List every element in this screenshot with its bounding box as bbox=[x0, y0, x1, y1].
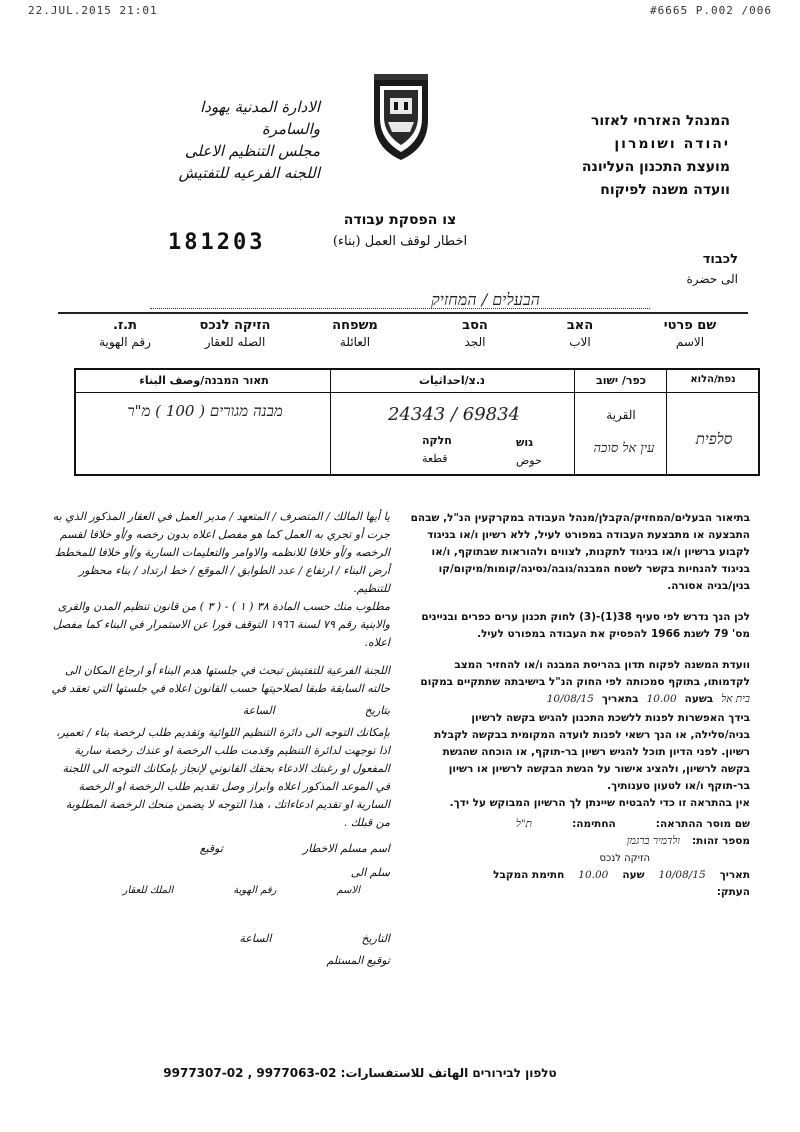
header-ar-line: اللجنه الفرعيه للتفتيش bbox=[178, 164, 320, 182]
col-id bbox=[70, 318, 180, 362]
he-sig-id-label: מספר זהות: bbox=[691, 835, 750, 847]
ar-para-2: مطلوب منك حسب المادة ٣٨ ( ١ ) - ( ٣ ) من قانون تنظيم المدن والقرى والابنية رقم ٧٩ لسنة ١٩٦٦ التوقف فورا عن الاستمرار في البناء كما مفصل اعلاه. bbox=[52, 600, 390, 649]
ar-sig-line-1 bbox=[50, 840, 390, 858]
loc-village-handwritten: עין אל סוכה bbox=[593, 441, 655, 456]
ar-sig-name-label: الاسم bbox=[336, 885, 360, 896]
he-sig-signer-hand: ת"ל bbox=[515, 818, 533, 830]
col-relation bbox=[180, 318, 290, 362]
col-first-name bbox=[630, 318, 750, 362]
loc-helka-label: חלקה bbox=[422, 434, 452, 447]
ar-hour-label: الساعة bbox=[242, 704, 275, 717]
col-ar: الجد bbox=[464, 335, 486, 349]
he-sig-line-4 bbox=[410, 867, 750, 884]
fax-header-right: #6665 P.002 /006 bbox=[650, 4, 772, 17]
he-para-5: אין בהתראה זו כדי להבטיח שיינתן לך הרשיון המבוקש על ידך. bbox=[449, 797, 750, 809]
col-he: שם פרטי bbox=[663, 318, 717, 333]
he-sig-id-hand: ולדמיר ברגמן bbox=[626, 835, 680, 847]
to-label-he: לכבוד bbox=[702, 252, 738, 267]
recipient-name-handwritten: הבעלים / המחזיק bbox=[431, 290, 540, 309]
col-ar: الاسم bbox=[675, 335, 705, 349]
ar-meeting-line bbox=[50, 702, 390, 720]
ar-para-4: بإمكانك التوجه الى دائرة التنظيم اللوائية وتقديم طلب لرخصة بناء / تعمير، اذا توجهت لدائرة التنظيم وقدمت طلب الرخصة او عندك رخصة سارية المفعول او رغبتك الادعاء بحقك القانوني لإنجاز بإمكانك التوجه الى اللجنة في الموعد المذكور اعلاه وابراز وصل تقديم طلب الرخصة او الرخصة السارية او تقديم ادعاءاتك ، هذا التوجه لا يضمن منحك الرخصة المطلوبة من قبلك . bbox=[55, 726, 390, 829]
ar-sig-signature-label: توقيع bbox=[199, 842, 223, 855]
emblem-icon bbox=[370, 72, 432, 162]
header-he-line: יהודה ושומרון bbox=[614, 136, 730, 152]
col-father bbox=[530, 318, 630, 362]
he-time-value: 10.00 bbox=[646, 693, 677, 705]
header-he-line: מועצת התכנון העליונה bbox=[581, 159, 730, 175]
loc-coords-label: נ.צ/احداثيات bbox=[419, 374, 485, 387]
ar-sig-id-label: رقم الهوية bbox=[233, 885, 277, 896]
header-ar-line: الادارة المدنية يهودا bbox=[200, 98, 320, 116]
he-body bbox=[410, 510, 750, 901]
order-title-ar: اخطار لوقف العمل (بناء) bbox=[332, 234, 468, 249]
location-table bbox=[74, 368, 760, 476]
fax-header-left: 22.JUL.2015 21:01 bbox=[28, 4, 158, 17]
he-meeting-line bbox=[410, 691, 750, 708]
he-time-label: בשעה bbox=[684, 693, 714, 705]
he-sig-date-label: תאריך bbox=[719, 869, 750, 881]
he-sig-receiver-label: חתימת המקבל bbox=[493, 869, 565, 881]
he-para-3: וועדת המשנה לפקוח תדון בהריסת המבנה ו/או להחזיר המצב לקדמותו, בתוקף סמכותה לפי החוק הנ"ל בישיבתה שתתקיים במקום bbox=[420, 659, 750, 688]
loc-coords-handwritten: 24343 / 69834 bbox=[387, 404, 521, 425]
loc-village-label-ar: القرية bbox=[606, 408, 636, 422]
ar-date-label: بتاريخ bbox=[364, 704, 390, 717]
header-ar-line: مجلس التنظيم الاعلى bbox=[184, 142, 320, 160]
col-ar: العائلة bbox=[339, 335, 371, 349]
loc-desc-handwritten: מבנה מגורים ( 100 ) מ"ר bbox=[127, 402, 283, 420]
loc-district-handwritten: סלפית bbox=[695, 430, 733, 448]
header-he-line: וועדה משנה לפיקוח bbox=[600, 182, 730, 198]
col-he: ת.ז. bbox=[113, 318, 137, 333]
he-sig-line-2 bbox=[410, 833, 750, 850]
col-ar: الصله للعقار bbox=[204, 335, 266, 349]
ar-para-3: اللجنة الفرعية للتفتيش تبحث في جلستها هدم البناء أو ارجاع المكان الى حالته السابقة طبقا لصلاحيتها حسب القانون اعلاه في جلستها التي تعقد في bbox=[51, 664, 390, 695]
col-family bbox=[290, 318, 420, 362]
col-he: האב bbox=[566, 318, 594, 333]
he-sig-hour-label: שעה bbox=[622, 869, 645, 881]
ar-sig-line-3 bbox=[50, 882, 390, 900]
he-sig-line-1 bbox=[410, 816, 750, 833]
loc-village-label: כפר/ ישוב bbox=[596, 374, 646, 387]
he-para-1: בתיאור הבעלים/המחזיק/הקבלן/מנהל העבודה במקרקעין הנ"ל, שבהם התבצעה או מתבצעת העבודה במפורט לעיל, ללא רשיון ו/או בניגוד לקבוע ברשיון ו/או בניגוד לתקנות, לצווים ולהוראות שבתוקף, ו/או בניגוד להנחיות בקשר לשטח המבנה/גובה/נסיגה/קומות/מיקום/קו בנין/בניה אסורה. bbox=[410, 512, 750, 592]
ar-sig-to-label: سلم الى bbox=[350, 866, 390, 879]
he-sig-signature-label: החתימה: bbox=[572, 818, 616, 830]
ar-para-1: يا أيها المالك / المتصرف / المتعهد / مدير العمل في العقار المذكور الذي به جرت أو تجري به العمل كما هو مفصل اعلاه بدون رخصه و/أو خلافا لقسم الرخصه و/أو خلافا للانظمه والاوامر والتعليمات السارية و/أو خلافا للمخطط أرض البناء / ارتفاع / عدد الطوابق / الموقع / خط ارتداد / بناء محظور للتنظيم. bbox=[52, 510, 390, 595]
ar-sig-receiver-label: توقيع المستلم bbox=[326, 954, 390, 967]
loc-gush-label: גוש bbox=[516, 436, 534, 449]
col-he: משפחה bbox=[332, 318, 378, 333]
col-ar: رقم الهوية bbox=[99, 335, 151, 349]
loc-qita-label: قطعة bbox=[422, 452, 448, 465]
person-row bbox=[60, 318, 750, 362]
header-arabic bbox=[90, 96, 320, 184]
he-copy-label: העתק: bbox=[716, 886, 750, 898]
col-grandfather bbox=[420, 318, 530, 362]
he-para-2: לכן הנך נדרש לפי סעיף 38(1)-(3) לחוק תכנון ערים כפרים ובניינים מס' 79 לשנת 1966 להפסיק את העבודה במפורט לעיל. bbox=[421, 611, 750, 640]
he-sig-giver-label: שם מוסר ההתראה: bbox=[655, 818, 750, 830]
ar-sig-line-4 bbox=[50, 930, 390, 948]
loc-desc-label: תאור המבנה/وصف البناء bbox=[139, 374, 269, 387]
ar-sig-giver-label: اسم مسلم الاخطار bbox=[302, 842, 390, 855]
he-para-4: בידך האפשרות לפנות ללשכת התכנון להגיש בקשה לרשיון בניה/סלילה, או הנך רשאי לפנות לועדה המקומית בבקשה לקבלת רשיון. לפני הדיון תוכל להגיש רשיון בר-תוקף, או הוכחה שהגשת בקשה לרשיון, ולהציג אישור על הגשת הבקשה לרשיון או רשיון בר-תוקף ו/או לטעון טענותיך. bbox=[434, 712, 750, 792]
to-label-ar: الى حضرة bbox=[686, 272, 738, 286]
ar-sig-date-label: التاريخ bbox=[361, 932, 390, 945]
loc-district-label: נפת/הלוא bbox=[690, 374, 736, 385]
he-date-value: 10/08/15 bbox=[546, 693, 594, 705]
header-he-line: המנהל האזרחי לאזור bbox=[590, 113, 730, 129]
col-he: הסב bbox=[462, 318, 488, 333]
he-date-label: בתאריך bbox=[601, 693, 639, 705]
ar-sig-relation-label: الملك للعقار bbox=[122, 885, 174, 896]
loc-hod-label: حوض bbox=[516, 454, 542, 467]
he-sig-relation-label: הזיקה לנכס bbox=[599, 853, 650, 864]
col-ar: الاب bbox=[569, 335, 591, 349]
ar-body bbox=[50, 508, 390, 970]
he-sig-date-hand: 10/08/15 bbox=[658, 869, 706, 881]
order-title-he: צו הפסקת עבודה bbox=[343, 212, 457, 228]
ar-sig-hour-label: الساعة bbox=[239, 932, 272, 945]
order-number: 181203 bbox=[168, 230, 266, 255]
he-sig-hour-hand: 10.00 bbox=[578, 869, 609, 881]
he-meeting-place: בית אל bbox=[721, 693, 750, 705]
footer-phones: טלפון לבירורים الهاتف للاستفسارات: 02-9977063 , 02-9977307 bbox=[163, 1066, 557, 1080]
col-he: הזיקה לנכס bbox=[199, 318, 271, 333]
header-hebrew bbox=[480, 110, 730, 202]
header-ar-line: والسامرة bbox=[261, 120, 320, 138]
